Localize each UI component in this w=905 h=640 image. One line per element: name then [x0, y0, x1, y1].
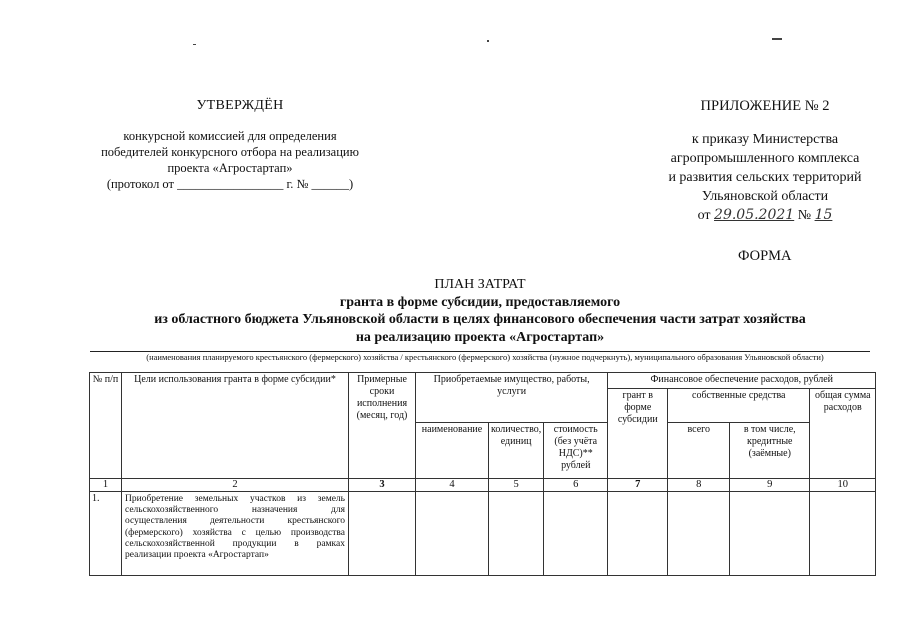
approved-block	[80, 128, 380, 192]
approved-line: победителей конкурсного отбора на реализацию	[101, 145, 359, 159]
row-own-credit-cell[interactable]	[730, 492, 810, 576]
column-number: 2	[122, 479, 349, 492]
plan-title-line: гранта в форме субсидии, предоставляемого	[339, 294, 621, 310]
header-own-credit: в том числе, кредитные (заёмные)	[730, 423, 810, 479]
column-number: 1	[90, 479, 122, 492]
header-acquired-cost: стоимость (без учёта НДС)** рублей	[544, 423, 608, 479]
farm-name-caption: (наименования планируемого крестьянского (фермерского) хозяйства / крестьянского (фермерского) хозяйства (нужное подчеркнуть), муниципального образования Ульяновской области)	[146, 352, 824, 362]
column-number: 9	[730, 479, 810, 492]
header-grant: грант в форме субсидии	[608, 389, 668, 479]
form-label: ФОРМА	[738, 248, 792, 264]
approved-line: конкурсной комиссией для определения	[123, 129, 337, 143]
annex-date-prefix: от	[697, 208, 711, 223]
annex-line: и развития сельских территорий	[668, 170, 862, 185]
row-terms-cell[interactable]	[349, 492, 416, 576]
annex-title: ПРИЛОЖЕНИЕ № 2	[700, 98, 830, 114]
annex-number-prefix: №	[797, 208, 812, 223]
header-terms: Примерные сроки исполнения (месяц, год)	[349, 373, 416, 479]
row-acquired-name-cell[interactable]	[416, 492, 489, 576]
column-number: 8	[668, 479, 730, 492]
annex-number-value: 15	[814, 207, 833, 223]
header-finance: Финансовое обеспечение расходов, рублей	[608, 373, 876, 389]
row-own-total-cell[interactable]	[668, 492, 730, 576]
annex-date-value: 29.05.2021	[714, 207, 795, 223]
approved-title: УТВЕРЖДЁН	[196, 98, 284, 113]
row-grant-cell[interactable]	[608, 492, 668, 576]
annex-line: Ульяновской области	[701, 189, 829, 204]
header-acquired-name: наименование	[416, 423, 489, 479]
header-acquired-qty: количество, единиц	[489, 423, 544, 479]
annex-line: агропромышленного комплекса	[670, 151, 860, 166]
table-row	[90, 492, 876, 576]
plan-title-line: на реализацию проекта «Агростартап»	[355, 329, 605, 345]
column-number: 4	[416, 479, 489, 492]
plan-table	[89, 372, 876, 576]
plan-title	[150, 276, 810, 346]
header-own-total: всего	[668, 423, 730, 479]
column-number: 7	[608, 479, 668, 492]
row-acquired-cost-cell[interactable]	[544, 492, 608, 576]
header-own-funds: собственные средства	[668, 389, 810, 423]
scan-speck	[193, 44, 196, 45]
row-num: 1.	[90, 492, 122, 576]
annex-date-line	[650, 206, 880, 225]
column-number: 3	[349, 479, 416, 492]
column-number-row	[90, 479, 876, 492]
header-total-sum: общая сумма расходов	[810, 389, 876, 479]
column-number: 10	[810, 479, 876, 492]
header-num: № п/п	[90, 373, 122, 479]
column-number: 5	[489, 479, 544, 492]
scan-speck	[487, 40, 489, 42]
approved-line: проекта «Агростартап»	[167, 161, 293, 175]
plan-title-line: ПЛАН ЗАТРАТ	[434, 277, 526, 292]
annex-block	[650, 130, 880, 225]
approved-protocol-line: (протокол от _________________ г. № ______)	[106, 177, 354, 191]
row-goal: Приобретение земельных участков из земель сельскохозяйственного назначения для осуществления деятельности крестьянского (фермерского) хозяйства с целью производства сельскохозяйственной продукции в рамках реализации проекта «Агростартап»	[122, 492, 349, 576]
header-goals: Цели использования гранта в форме субсидии*	[122, 373, 349, 479]
scan-speck	[772, 38, 782, 40]
row-total-sum-cell[interactable]	[810, 492, 876, 576]
row-acquired-qty-cell[interactable]	[489, 492, 544, 576]
annex-line: к приказу Министерства	[691, 132, 839, 147]
header-acquired: Приобретаемые имущество, работы, услуги	[416, 373, 608, 423]
plan-title-line: из областного бюджета Ульяновской области в целях финансового обеспечения части затрат хозяйства	[154, 312, 806, 327]
column-number: 6	[544, 479, 608, 492]
